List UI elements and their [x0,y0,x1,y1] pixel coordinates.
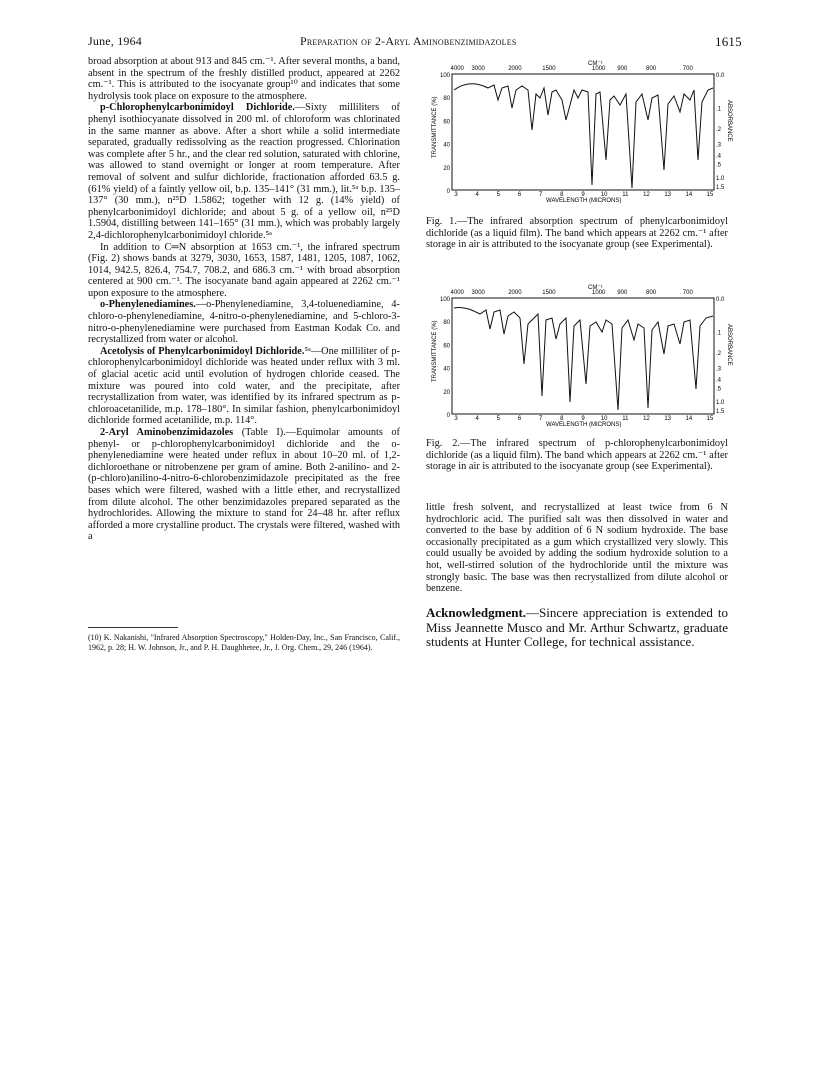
y2-axis-label: ABSORBANCE [726,100,732,142]
right-tick-label: .5 [716,162,722,169]
left-tick-label: 20 [443,389,450,396]
top-tick-label: 3000 [471,66,485,72]
footnote: (10) K. Nakanishi, "Infrared Absorption Spectroscopy," Holden-Day, Inc., San Francisco, Calif., 1962, p. 28; H. W. Johnson, Jr., and P. H. Daughhetee, Jr., J. Org. Chem., 29, 246 (1964). [88,633,400,652]
running-head-date: June, 1964 [88,34,142,48]
bottom-tick-label: 8 [560,192,564,198]
paragraph: little fresh solvent, and recrystallized at least twice from 6 N hydrochloric acid. The purified salt was then dissolved in water and converted to the base by addition of 6 N sodium hydroxide. The base occasionally precipitated as a gum which crystallized very slowly. This could usually be avoided by adding the sodium hydroxide solution to a hot, well-stirred solution of the hydrochloride until the mixture was strongly basic. The base was then recrystallized from dilute alcohol or benzene. [426,502,728,595]
left-column [88,56,400,543]
right-tick-label: 0.0 [716,297,725,303]
left-tick-label: 60 [443,343,450,350]
left-tick-label: 60 [443,119,450,126]
right-tick-label: 1.5 [716,409,725,415]
cm-label: CM⁻¹ [588,285,603,291]
bottom-tick-label: 6 [517,192,522,198]
bottom-tick-label: 14 [685,416,693,422]
bottom-tick-label: 4 [475,192,479,198]
bottom-tick-label: 13 [664,416,672,422]
right-tick-label: 1.0 [716,176,725,183]
left-tick-label: 0 [446,413,450,419]
right-tick-label: 1.5 [716,185,725,191]
left-tick-label: 80 [443,320,450,327]
paragraph [88,427,400,543]
paragraph: In addition to C═N absorption at 1653 cm.⁻¹, the infrared spectrum (Fig. 2) shows bands at 3279, 3030, 1653, 1587, 1481, 1205, 1087, 1062, 1014, 942.5, 826.4, 754.7, 708.2, and 686.3 cm.⁻¹ with broad absorption centered at 900 cm.⁻¹. The isocyanate band again appeared at 2262 cm.⁻¹ upon exposure to the atmosphere. [88,241,400,299]
bottom-tick-label: 7 [538,192,543,198]
top-tick-label: 1500 [542,290,556,296]
bottom-tick-label: 10 [600,192,608,198]
cm-label: CM⁻¹ [588,61,603,67]
right-tick-label: .5 [716,386,722,393]
top-tick-label: 3000 [471,290,485,296]
right-tick-label: .3 [716,366,722,373]
paragraph-text: ⁵ᵃ—One milliliter of p-chlorophenylcarbonimidoyl dichloride was heated under reflux with 3 ml. of glacial acetic acid until evolution of hydrogen chloride ceased. The mixture was poured into cold water, and the precipitate, after recrystallization from water, was identified by its infrared spectrum as p-chloroacetanilide, m.p. 178–180°. In similar fashion, phenylcarbonimidoyl dichloride formed acetanilide, m.p. 114°. [88,345,400,427]
bottom-tick-label: 15 [706,416,714,422]
left-tick-label: 40 [443,142,450,149]
x-axis-label: WAVELENGTH (MICRONS) [546,422,622,428]
right-tick-label: .1 [716,106,722,113]
figure-2-caption: Fig. 2.—The infrared spectrum of p-chlorophenylcarbonimidoyl dichloride (as a liquid film). The band which appears at 2262 cm.⁻¹ after storage in air is attributed to the isocyanate group (see Experimental). [426,438,728,473]
bottom-tick-label: 12 [643,192,650,198]
bottom-tick-label: 11 [622,416,629,422]
bottom-tick-label: 11 [622,192,629,198]
top-tick-label: 800 [646,290,657,296]
bottom-tick-label: 5 [496,192,501,198]
bottom-tick-label: 8 [560,416,564,422]
acknowledgment-text: —Sincere appreciation is extended to Miss Jeannette Musco and Mr. Arthur Schwartz, graduate students at Hunter College, for technical assistance. [426,605,728,649]
ir-spectrum-2 [428,284,733,434]
top-tick-label: 700 [682,290,693,296]
acknowledgment-head: Acknowledgment. [426,605,527,620]
y-axis-label: TRANSMITTANCE (%) [432,96,438,158]
figure-1 [428,60,733,210]
section-head: Acetolysis of Phenylcarbonimidoyl Dichloride. [100,345,305,357]
figure-1-caption: Fig. 1.—The infrared absorption spectrum of phenylcarbonimidoyl dichloride (as a liquid film). The band which appears at 2262 cm.⁻¹ after storage in air is attributed to the isocyanate group (see Experimental). [426,216,728,251]
page-number: 1615 [715,34,742,49]
bottom-tick-label: 6 [517,416,522,422]
bottom-tick-label: 5 [496,416,501,422]
paragraph [88,299,400,345]
x-axis-label: WAVELENGTH (MICRONS) [546,198,622,204]
bottom-tick-label: 3 [454,416,458,422]
bottom-tick-label: 15 [706,192,714,198]
paragraph [88,346,400,427]
top-tick-label: 700 [682,66,693,72]
spectrum-trace [454,307,713,410]
bottom-tick-label: 10 [600,416,608,422]
bottom-tick-label: 7 [538,416,543,422]
bottom-tick-label: 9 [581,192,585,198]
spectrum-trace [454,84,713,188]
left-tick-label: 20 [443,165,450,172]
bottom-tick-label: 3 [454,192,458,198]
right-tick-label: .4 [716,153,722,160]
bottom-tick-label: 12 [643,416,650,422]
right-tick-label: 0.0 [716,73,725,79]
acknowledgment [426,606,728,650]
paragraph: broad absorption at about 913 and 845 cm.⁻¹. After several months, a band, absent in the spectrum of the freshly distilled product, appeared at 2262 cm.⁻¹. This is attributed to the isocyanate group¹⁰ and indicates that some hydrolysis took place on exposure to the atmosphere. [88,56,400,102]
section-head: o-Phenylenediamines. [100,299,196,311]
right-tick-label: .3 [716,142,722,149]
right-column [426,502,728,595]
right-tick-label: .2 [716,126,722,133]
paragraph [88,102,400,241]
top-tick-label: 2000 [508,290,522,296]
bottom-tick-label: 14 [685,192,693,198]
left-tick-label: 100 [439,297,450,303]
top-tick-label: 1500 [542,66,556,72]
figure-2 [428,284,733,434]
right-tick-label: .1 [716,330,722,337]
section-head: p-Chlorophenylcarbonimidoyl Dichloride. [100,102,295,114]
bottom-tick-label: 9 [581,416,585,422]
running-head-title: Preparation of 2-Aryl Aminobenzimidazoles [300,34,517,48]
ir-spectrum-1 [428,60,733,210]
left-tick-label: 0 [446,189,450,195]
left-tick-label: 100 [439,73,450,79]
right-tick-label: .4 [716,377,722,384]
right-tick-label: .2 [716,350,722,357]
left-tick-label: 40 [443,366,450,373]
paragraph-text: —Sixty milliliters of phenyl isothiocyanate dissolved in 200 ml. of chloroform was chlorinated in the same manner as above. After a short while a solid intermediate separated, gradually redissolving as the reaction progressed. Chlorination was complete after 5 hr., and the clear red solution, saturated with chlorine, was allowed to stand overnight or longer at room temperature. After removal of solvent and sulfur dichloride, fractionation afforded 63.5 g. (61% yield) of a faintly yellow oil, b.p. 135–141° (31 mm.), lit.⁵ᵃ b.p. 135–137° (30 mm.), n²⁵D 1.5862; together with 12 g. (14% yield) of phenylcarbonimidoyl dichloride; and about 5 g. of a yellow oil, n²⁵D 1.5904, distilling between 141–165° (31 mm.), which was probably largely 2,4-dichlorophenylcarbonimidoyl chloride.⁵ᵃ [88,102,400,241]
bottom-tick-label: 4 [475,416,479,422]
left-tick-label: 80 [443,96,450,103]
top-tick-label: 4000 [450,66,464,72]
top-tick-label: 900 [617,66,628,72]
paragraph-text: (Table I).—Equimolar amounts of phenyl- or p-chlorophenylcarbonimidoyl dichloride and the o-phenylenediamine were heated under reflux in about 10–20 ml. of 1,2-dichloroethane or nitrobenzene per gram of amine. Both 2-anilino- and 2-(p-chloro)anilino-4-nitro-6-chlorobenzimidazole precipitated as the free bases which were filtered, washed with a little ether, and recrystallized from dilute alcohol. The other benzimidazoles prepared separated as the hydrochlorides. Allowing the mixture to stand for 24–48 hr. after reflux afforded a more crystalline product. The crystals were filtered, washed with a [88,427,400,543]
paragraph-text: —o-Phenylenediamine, 3,4-toluenediamine, 4-chloro-o-phenylenediamine, 4-nitro-o-phenylenediamine, and 5-chloro-3-nitro-o-phenylenediamine were purchased from Eastman Kodak Co. and recrystallized from water or alcohol. [88,299,400,346]
top-tick-label: 900 [617,290,628,296]
top-tick-label: 1000 [592,290,606,296]
y-axis-label: TRANSMITTANCE (%) [432,320,438,382]
top-tick-label: 2000 [508,66,522,72]
right-tick-label: 1.0 [716,400,725,407]
plot-frame [452,74,714,190]
y2-axis-label: ABSORBANCE [726,324,732,366]
footnote-rule [88,627,178,628]
top-tick-label: 4000 [450,290,464,296]
bottom-tick-label: 13 [664,192,672,198]
section-head: 2-Aryl Aminobenzimidazoles [100,427,234,438]
top-tick-label: 1000 [592,66,606,72]
top-tick-label: 800 [646,66,657,72]
